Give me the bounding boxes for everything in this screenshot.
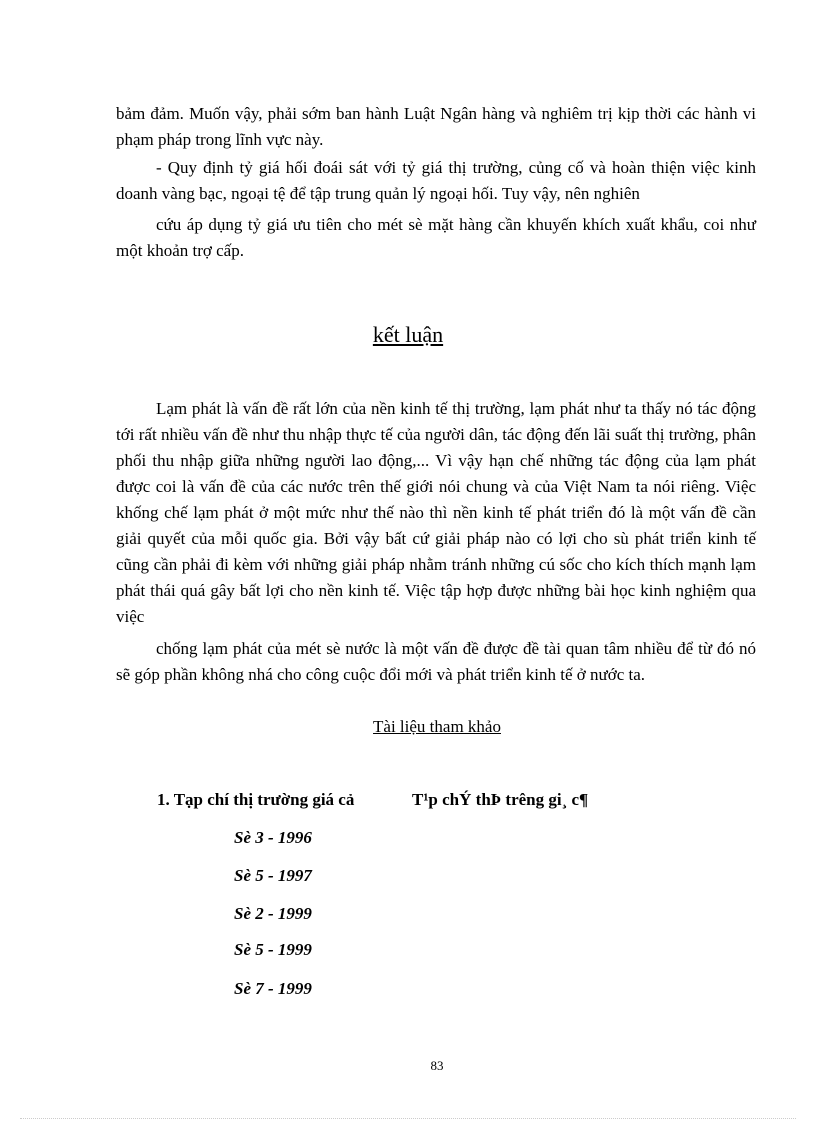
reference-item-1-title: 1. Tạp chí thị trường giá cả — [157, 790, 355, 809]
reference-item-1 — [157, 790, 589, 810]
reference-item-1-garbled-title: T¹p chÝ thÞ trêng gi¸ c¶ — [412, 790, 589, 809]
reference-issue: Sè 5 - 1999 — [234, 940, 312, 959]
reference-issue: Sè 3 - 1996 — [234, 828, 312, 847]
conclusion-paragraph-2: chống lạm phát của mét sè nước là một vấn đề được đề tài quan tâm nhiều để từ đó nó sẽ góp phần không nhá cho công cuộc đổi mới và phát triển kinh tế ở nước ta. — [116, 639, 756, 684]
intro-paragraph-1: bảm đảm. Muốn vậy, phải sớm ban hành Luật Ngân hàng và nghiêm trị kịp thời các hành vi phạm pháp trong lĩnh vực này. — [116, 104, 756, 149]
conclusion-heading: kết luận — [372, 322, 444, 347]
reference-issue: Sè 5 - 1997 — [234, 866, 312, 885]
conclusion-paragraph-1: Lạm phát là vấn đề rất lớn của nền kinh tế thị trường, lạm phát như ta thấy nó tác động tới rất nhiều vấn đề như thu nhập thực tế của người dân, tác động đến lãi suất thị trường, phân phối thu nhập giữa những người lao động,... Vì vậy hạn chế những tác động của lạm phát được coi là vấn đề của các nước trên thế giới nói chung và của Việt Nam ta nói riêng. Việc khống chế lạm phát ở một mức như thế nào thì nền kinh tế phát triển đó là một vấn đề cần giải quyết của mỗi quốc gia. Bởi vậy bất cứ giải pháp nào có lợi cho sù phát triển kinh tế cũng cần phải đi kèm với những giải pháp nhằm tránh những cú sốc cho kích thích mạnh lạm phát thái quá gây bất lợi cho nền kinh tế. Việc tập hợp được những bài học kinh nghiệm qua việc — [116, 399, 756, 626]
references-heading: Tài liệu tham khảo — [373, 717, 501, 736]
reference-issue: Sè 2 - 1999 — [234, 904, 312, 923]
page-bottom-divider — [20, 1118, 796, 1119]
intro-paragraph-3: cứu áp dụng tỷ giá ưu tiên cho mét sè mặt hàng cần khuyến khích xuất khẩu, coi như một khoản trợ cấp. — [116, 215, 756, 260]
intro-paragraph-2: - Quy định tỷ giá hối đoái sát với tỷ giá thị trường, củng cố và hoàn thiện việc kinh doanh vàng bạc, ngoại tệ để tập trung quản lý ngoại hối. Tuy vậy, nên nghiên — [116, 158, 756, 203]
page-number: 83 — [430, 1058, 444, 1073]
reference-issue: Sè 7 - 1999 — [234, 979, 312, 998]
